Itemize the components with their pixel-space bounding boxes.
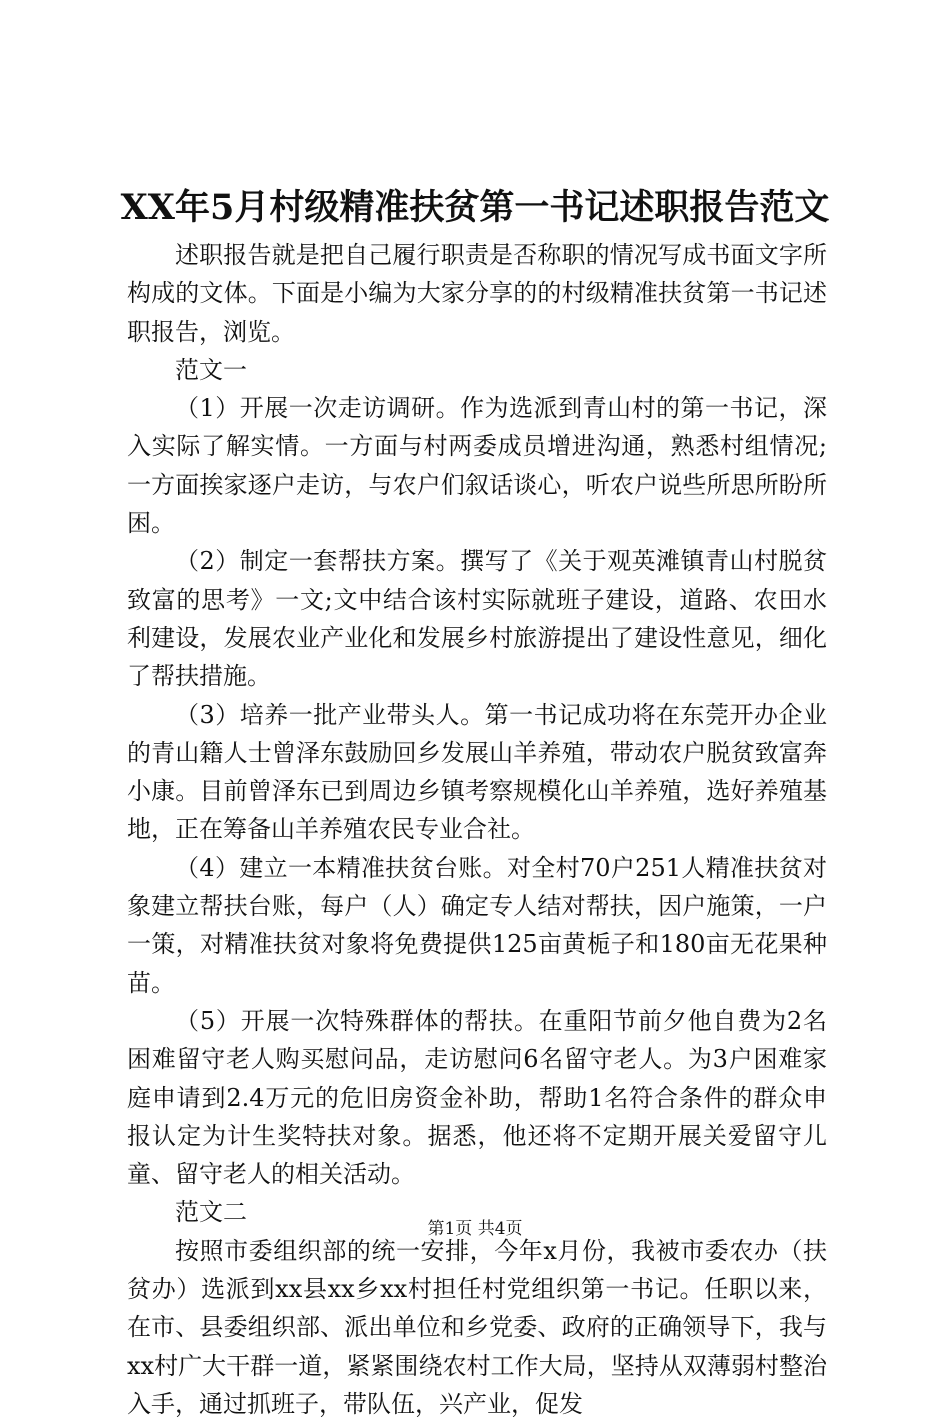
paragraph-1-5: （5）开展一次特殊群体的帮扶。在重阳节前夕他自费为2名困难留守老人购买慰问品，走访慰问6名留守老人。为3户困难家庭申请到2.4万元的危旧房资金补助，帮助1名符合条件的群众申报认定为计生奖特扶对象。据悉，他还将不定期开展关爱留守儿童、留守老人的相关活动。 (127, 1006, 827, 1189)
paragraph-1-4: （4）建立一本精准扶贫台账。对全村70户251人精准扶贫对象建立帮扶台账，每户（人）确定专人结对帮扶，因户施策，一户一策，对精准扶贫对象将免费提供125亩黄栀子和180亩无花果种苗。 (127, 853, 827, 997)
paragraph-1-2: （2）制定一套帮扶方案。撰写了《关于观英滩镇青山村脱贫致富的思考》一文;文中结合该村实际就班子建设，道路、农田水利建设，发展农业产业化和发展乡村旅游提出了建设性意见，细化了帮扶措施。 (127, 547, 827, 691)
document-body (127, 236, 827, 1423)
paragraph-2-1: 按照市委组织部的统一安排，今年x月份，我被市委农办（扶贫办）选派到xx县xx乡xx村担任村党组织第一书记。任职以来，在市、县委组织部、派出单位和乡党委、政府的正确领导下，我与xx村广大干群一道，紧紧围绕农村工作大局，坚持从双薄弱村整治入手，通过抓班子，带队伍，兴产业，促发 (127, 1236, 827, 1418)
intro-paragraph: 述职报告就是把自己履行职责是否称职的情况写成书面文字所构成的文体。下面是小编为大家分享的的村级精准扶贫第一书记述职报告，浏览。 (127, 241, 827, 346)
page-number-footer: 第1页 共4页 (427, 1219, 523, 1239)
document-title: XX年5月村级精准扶贫第一书记述职报告范文 (120, 187, 830, 228)
paragraph-1-1: （1）开展一次走访调研。作为选派到青山村的第一书记，深入实际了解实情。一方面与村两委成员增进沟通，熟悉村组情况;一方面挨家逐户走访，与农户们叙话谈心，听农户说些所思所盼所困。 (127, 394, 827, 538)
paragraph-1-3: （3）培养一批产业带头人。第一书记成功将在东莞开办企业的青山籍人士曾泽东鼓励回乡发展山羊养殖，带动农户脱贫致富奔小康。目前曾泽东已到周边乡镇考察规模化山羊养殖，选好养殖基地，正在筹备山羊养殖农民专业合社。 (127, 700, 827, 844)
section-heading-1: 范文一 (175, 355, 247, 384)
section-heading-2: 范文二 (175, 1198, 247, 1227)
